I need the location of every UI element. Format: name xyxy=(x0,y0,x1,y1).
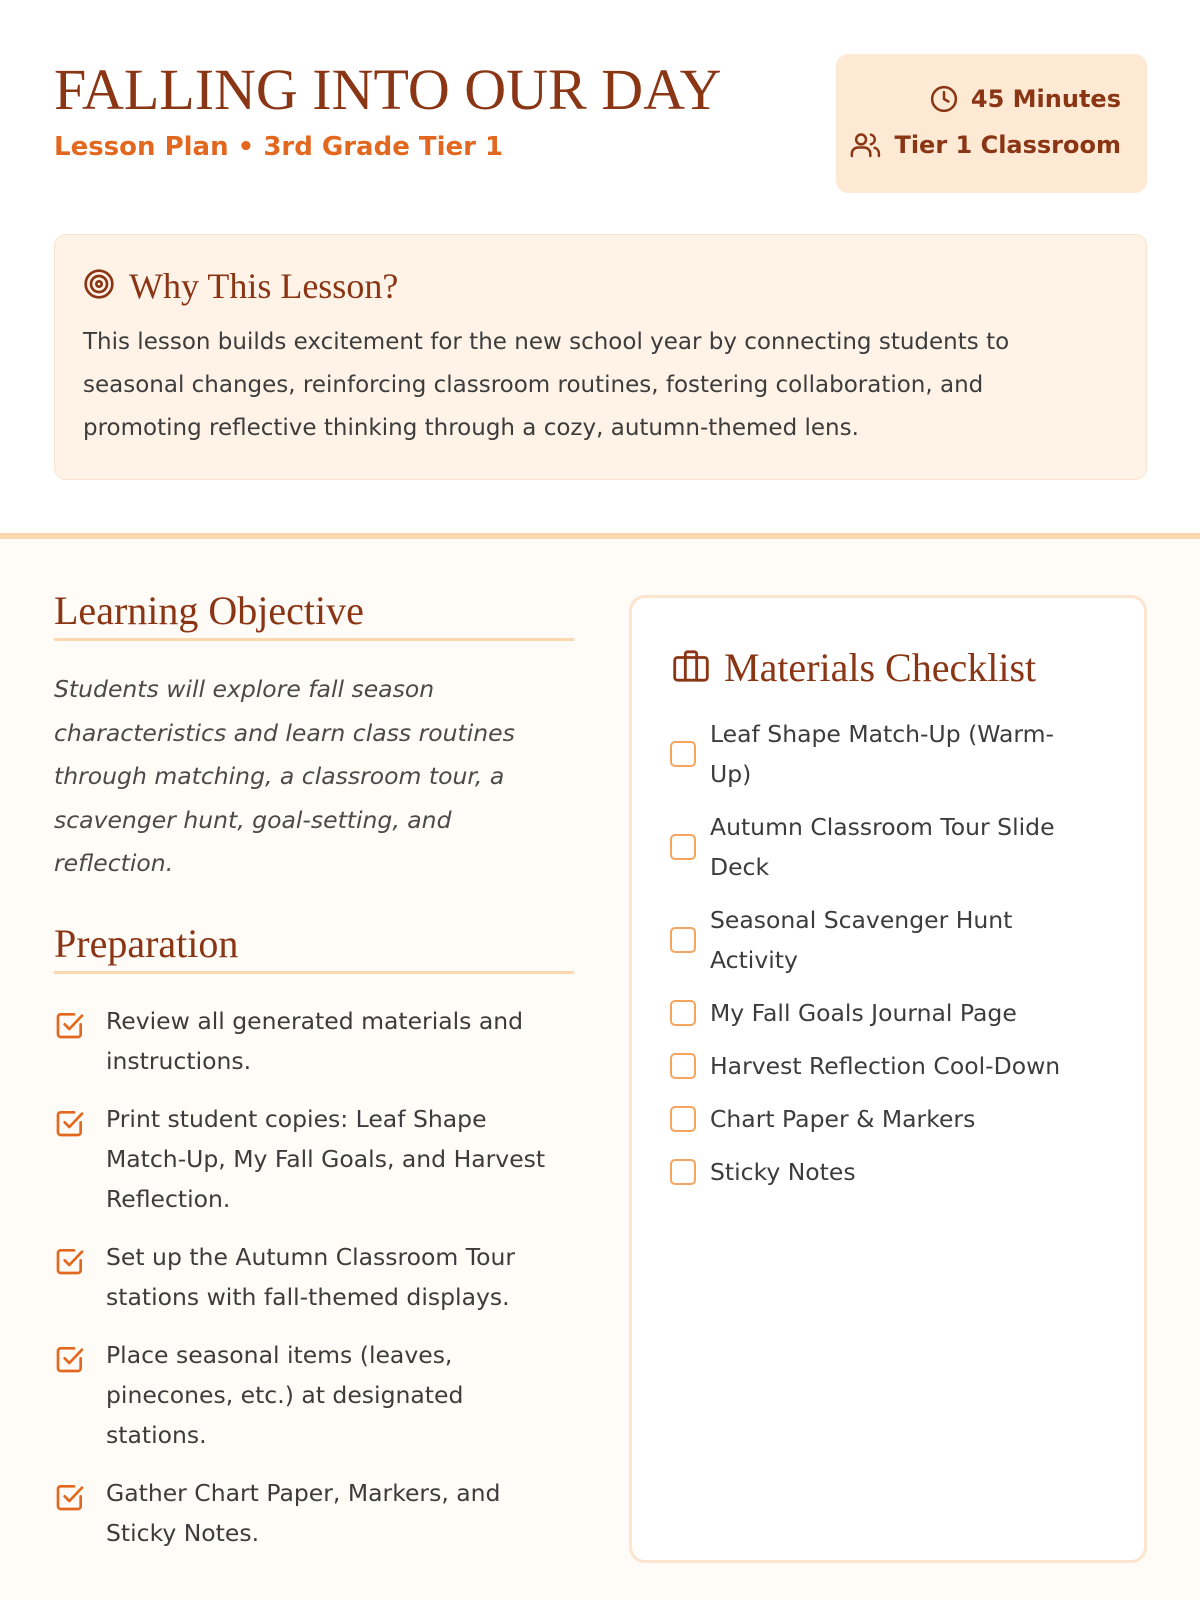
list-item[interactable] xyxy=(670,1046,1110,1086)
materials-heading: Materials Checklist xyxy=(724,645,1037,690)
material-item-label: Harvest Reflection Cool-Down xyxy=(710,1052,1061,1080)
material-item-label: Seasonal Scavenger Hunt Activity xyxy=(710,906,1013,974)
duration-row xyxy=(929,84,1121,114)
checked-box-icon xyxy=(54,1245,86,1281)
page-subtitle: Lesson Plan • 3rd Grade Tier 1 xyxy=(54,132,504,162)
empty-checkbox-icon[interactable] xyxy=(670,1053,696,1079)
clock-icon xyxy=(929,84,959,114)
list-item[interactable] xyxy=(670,1152,1110,1192)
material-item-label: Sticky Notes xyxy=(710,1158,856,1186)
list-item[interactable] xyxy=(670,1099,1110,1139)
setting-row xyxy=(850,130,1121,160)
why-this-lesson-box xyxy=(54,234,1147,480)
empty-checkbox-icon[interactable] xyxy=(670,1159,696,1185)
material-item-label: My Fall Goals Journal Page xyxy=(710,999,1017,1027)
why-heading-row xyxy=(83,265,398,307)
list-item xyxy=(54,1335,574,1455)
checked-box-icon xyxy=(54,1009,86,1045)
list-item[interactable] xyxy=(670,900,1110,980)
prep-item-text: Gather Chart Paper, Markers, and Sticky Notes. xyxy=(106,1479,501,1547)
lesson-meta-box xyxy=(836,54,1147,193)
empty-checkbox-icon[interactable] xyxy=(670,834,696,860)
users-icon xyxy=(850,130,882,160)
why-heading: Why This Lesson? xyxy=(129,266,399,306)
material-item-label: Chart Paper & Markers xyxy=(710,1105,976,1133)
materials-list xyxy=(670,714,1110,1205)
objective-heading: Learning Objective xyxy=(54,587,574,641)
lesson-body xyxy=(0,539,1200,1600)
target-icon xyxy=(83,268,115,304)
setting-label: Tier 1 Classroom xyxy=(894,131,1121,159)
lesson-header xyxy=(0,0,1200,530)
materials-heading-row xyxy=(672,644,1036,691)
list-item xyxy=(54,1099,574,1219)
duration-label: 45 Minutes xyxy=(970,85,1121,113)
prep-item-text: Place seasonal items (leaves, pinecones, etc.) at designated stations. xyxy=(106,1341,464,1449)
checked-box-icon xyxy=(54,1343,86,1379)
empty-checkbox-icon[interactable] xyxy=(670,1106,696,1132)
preparation-heading: Preparation xyxy=(54,920,574,974)
prep-item-text: Set up the Autumn Classroom Tour stations with fall-themed displays. xyxy=(106,1243,516,1311)
empty-checkbox-icon[interactable] xyxy=(670,927,696,953)
material-item-label: Leaf Shape Match-Up (Warm-Up) xyxy=(710,720,1055,788)
page-title: FALLING INTO OUR DAY xyxy=(54,57,722,122)
briefcase-icon xyxy=(672,649,710,687)
prep-item-text: Print student copies: Leaf Shape Match-Up, My Fall Goals, and Harvest Reflection. xyxy=(106,1105,546,1213)
list-item xyxy=(54,1473,574,1553)
checked-box-icon xyxy=(54,1481,86,1517)
list-item[interactable] xyxy=(670,714,1110,794)
objective-text: Students will explore fall season characteristics and learn class routines through matching, a classroom tour, a scavenger hunt, goal-setting, and reflection. xyxy=(54,675,515,877)
why-text: This lesson builds excitement for the new school year by connecting students to seasonal changes, reinforcing classroom routines, fostering collaboration, and promoting reflective thinking through a cozy, autumn-themed lens. xyxy=(83,329,1010,441)
checked-box-icon xyxy=(54,1107,86,1143)
empty-checkbox-icon[interactable] xyxy=(670,741,696,767)
list-item xyxy=(54,1001,574,1081)
list-item[interactable] xyxy=(670,993,1110,1033)
list-item xyxy=(54,1237,574,1317)
empty-checkbox-icon[interactable] xyxy=(670,1000,696,1026)
list-item[interactable] xyxy=(670,807,1110,887)
materials-checklist-card xyxy=(629,595,1147,1563)
material-item-label: Autumn Classroom Tour Slide Deck xyxy=(710,813,1055,881)
prep-item-text: Review all generated materials and instructions. xyxy=(106,1007,524,1075)
preparation-list xyxy=(54,1001,574,1571)
